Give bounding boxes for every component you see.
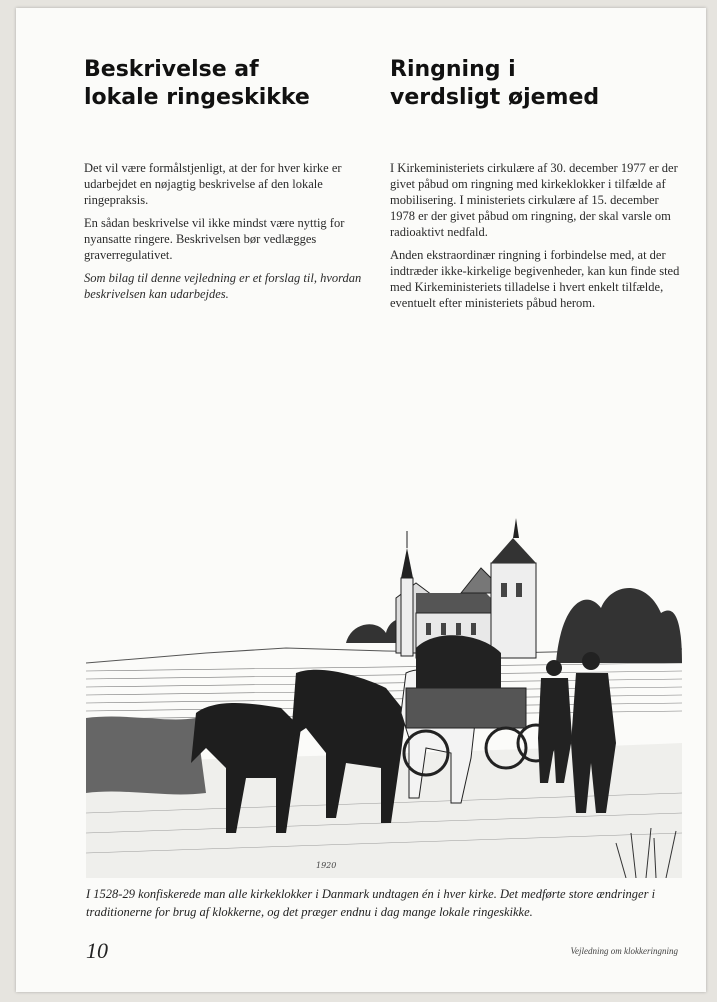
left-paragraph-2: En sådan beskrivelse vil ikke mindst være nyttig for nyansatte ringere. Beskrivelsen bør vedlægges graverregulativet. <box>84 216 345 262</box>
church-horses-wagon-engraving-icon <box>86 513 682 878</box>
left-heading-line1: Beskrivelse af <box>84 57 259 82</box>
right-paragraph-2: Anden ekstraordinær ringning i forbindelse med, at der indtræder ikke-kirkelige begivenheder, kan kun finde sted med Kirkeministeriets tilladelse i hvert enkelt tilfælde, eventuelt efter ministeriets påbud herom. <box>390 248 680 310</box>
figure-caption: I 1528-29 konfiskerede man alle kirkeklokker i Danmark undtagen én i hver kirke. Det medførte store ændringer i traditionerne for brug af klokkerne, og det præger endnu i dag mange lokale ringeskikke. <box>86 887 656 919</box>
right-heading-line1: Ringning i <box>390 57 516 82</box>
left-body <box>84 160 374 302</box>
right-paragraph-1: I Kirkeministeriets cirkulære af 30. december 1977 er der givet påbud om ringning med kirkeklokker i tilfælde af mobilisering. I ministeriets cirkulære af 15. december 1978 er der givet påbud om ringning, der skal varsle om radioaktivt nedfald. <box>390 161 678 239</box>
left-heading <box>84 56 374 112</box>
left-column <box>84 56 374 309</box>
document-page <box>16 8 706 992</box>
right-heading <box>390 56 682 112</box>
left-heading-line2: lokale ringeskikke <box>84 85 310 110</box>
right-body <box>390 160 682 311</box>
page-number: 10 <box>86 938 108 963</box>
left-paragraph-1: Det vil være formålstjenligt, at der for hver kirke er udarbejdet en nøjagtig beskrivelse af den lokale ringepraksis. <box>84 161 342 207</box>
running-footer: Vejledning om klokkeringning <box>570 946 678 956</box>
right-heading-line2: verdsligt øjemed <box>390 85 600 110</box>
left-note: Som bilag til denne vejledning er et forslag til, hvordan beskrivelsen kan udarbejdes. <box>84 271 362 301</box>
right-column <box>390 56 682 318</box>
engraving-signature: 1920 <box>316 861 337 870</box>
